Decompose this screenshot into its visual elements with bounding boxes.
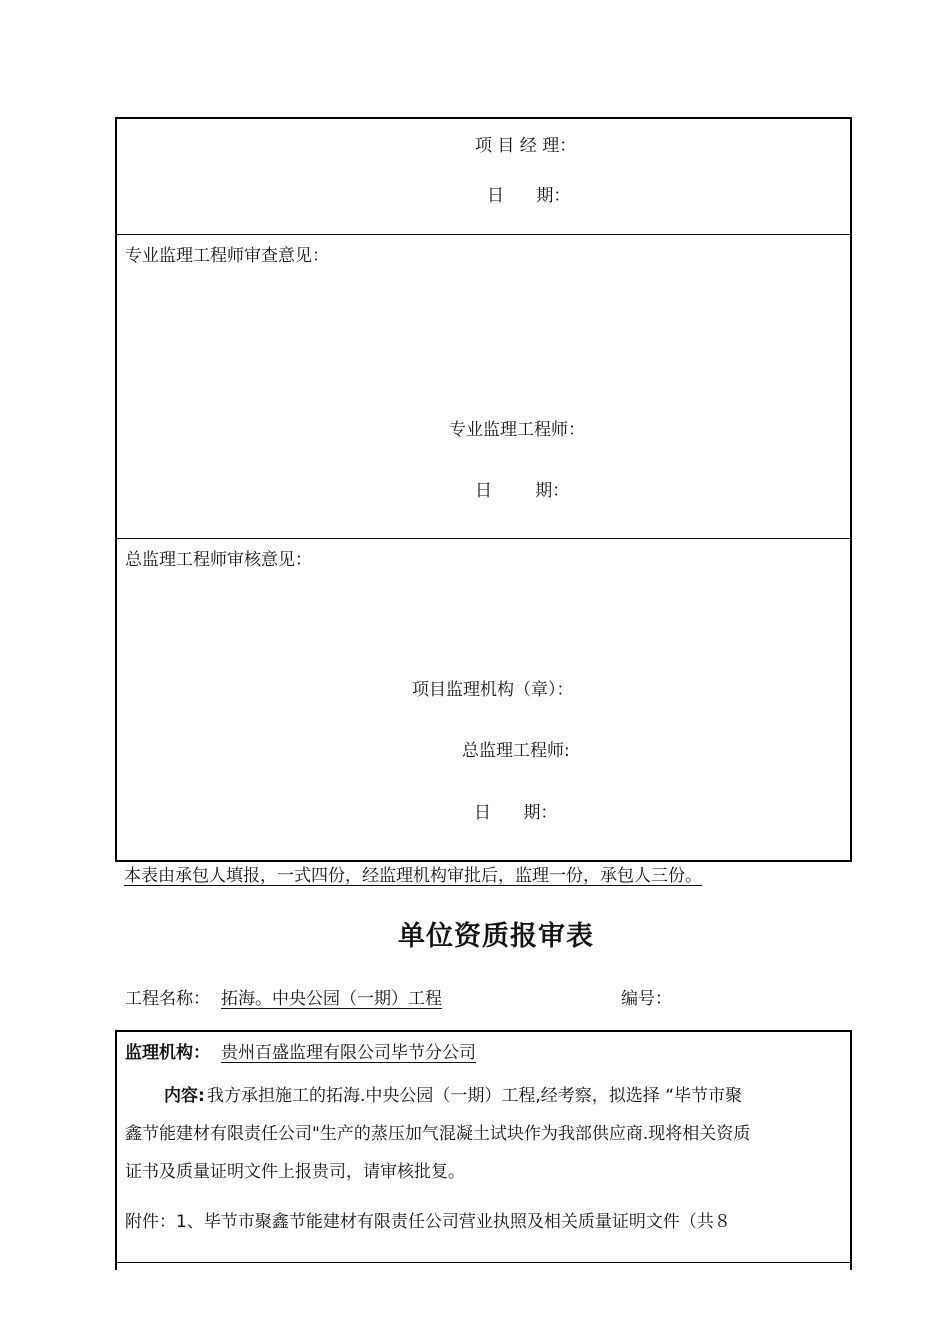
- engineer-review-heading: 专业监理工程师审查意见：: [125, 246, 329, 266]
- form-title: 单位资质报审表: [398, 921, 594, 952]
- row-divider: [115, 538, 852, 539]
- content-label: 内容:: [164, 1086, 205, 1106]
- engineer-date-label: 日 期：: [475, 481, 570, 501]
- content-line-3: 证书及质量证明文件上报贵司，请审核批复。: [125, 1162, 465, 1182]
- row-divider: [115, 234, 852, 235]
- chief-date-label: 日 期：: [474, 803, 558, 823]
- form-footnote: 本表由承包人填报，一式四份，经监理机构审批后，监理一份，承包人三份。: [124, 866, 702, 886]
- project-manager-label: 项 目 经 理：: [475, 136, 577, 156]
- project-name-value: 拓海。中央公园（一期）工程: [221, 989, 442, 1009]
- chief-engineer-label: 总监理工程师:: [462, 741, 570, 761]
- engineer-signature-label: 专业监理工程师：: [449, 420, 585, 440]
- qualification-table: [115, 1030, 852, 1270]
- contractor-date-label: 日 期：: [487, 186, 571, 206]
- chief-review-heading: 总监理工程师审核意见：: [125, 550, 312, 570]
- project-name-label: 工程名称：: [125, 989, 210, 1009]
- number-label: 编号：: [621, 989, 672, 1009]
- table-bottom-rule: [115, 1262, 852, 1263]
- supervisor-value: 贵州百盛监理有限公司毕节分公司: [221, 1043, 476, 1063]
- supervision-org-label: 项目监理机构（章）：: [412, 680, 574, 700]
- content-line-2: 鑫节能建材有限责任公司"生产的蒸压加气混凝土试块作为我部供应商.现将相关资质: [125, 1124, 751, 1144]
- attachment-line: 附件：1、毕节市聚鑫节能建材有限责任公司营业执照及相关质量证明文件（共８: [125, 1212, 731, 1232]
- content-line-1: 我方承担施工的拓海.中央公园（一期）工程,经考察，拟选择 “毕节市聚: [207, 1086, 743, 1106]
- supervisor-label: 监理机构：: [125, 1043, 210, 1063]
